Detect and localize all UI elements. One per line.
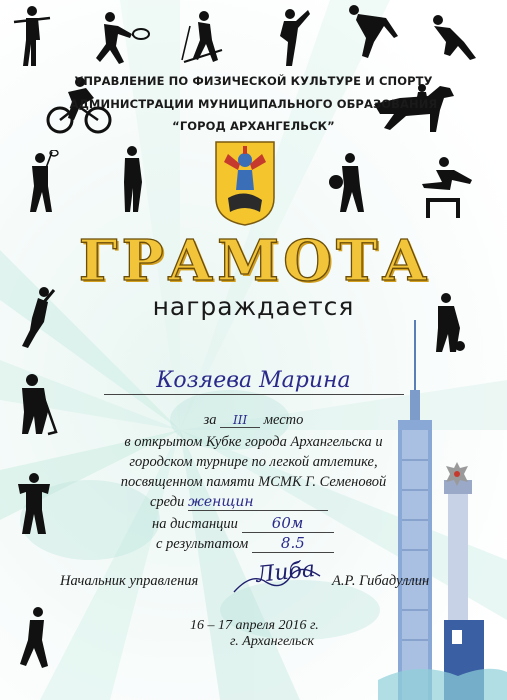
runner-silhouette-icon	[116, 144, 148, 214]
header-line-2: АДМИНИСТРАЦИИ МУНИЦИПАЛЬНОГО ОБРАЗОВАНИЯ	[69, 97, 438, 111]
signature-position: Начальник управления	[60, 573, 199, 589]
result-label: с результатом	[156, 536, 249, 552]
hurdler-silhouette-icon	[414, 154, 474, 220]
coat-of-arms-icon	[214, 140, 276, 226]
place-row	[0, 412, 507, 429]
skater-silhouette-icon	[424, 12, 480, 64]
badminton-silhouette-icon	[18, 150, 60, 216]
signature-stroke	[232, 562, 322, 596]
description-line-1: в открытом Кубке города Архангельска и	[124, 434, 383, 450]
result-row	[156, 534, 334, 553]
recipient-name: Козяева Марина	[104, 368, 404, 395]
signature-name: А.Р. Гибадуллин	[332, 573, 430, 589]
distance-label: на дистанции	[152, 516, 238, 532]
description-line-2: городском турнире по легкой атлетике,	[129, 454, 378, 470]
basketball-silhouette-icon	[326, 150, 372, 216]
volleyball-silhouette-icon	[14, 284, 58, 350]
place-value: III	[220, 413, 260, 428]
event-city: г. Архангельск	[230, 634, 315, 649]
distance-value: 60м	[242, 514, 334, 533]
biathlon-silhouette-icon	[12, 4, 52, 68]
header-line-1: УПРАВЛЕНИЕ ПО ФИЗИЧЕСКОЙ КУЛЬТУРЕ И СПОРТУ	[74, 74, 433, 88]
skier-silhouette-icon	[178, 10, 224, 66]
category-label: среди	[150, 494, 185, 510]
athlete-silhouette-icon	[12, 604, 54, 670]
tennis-player-silhouette-icon	[88, 10, 152, 66]
result-value: 8.5	[252, 534, 334, 553]
recipient-row	[0, 368, 507, 395]
description-line-3: посвященном памяти МСМК Г. Семеновой	[120, 474, 387, 490]
awarded-label: награждается	[152, 292, 355, 321]
high-jump-silhouette-icon	[344, 2, 400, 60]
certificate-title: ГРАМОТА	[78, 228, 432, 294]
place-suffix: место	[263, 412, 304, 428]
category-row	[150, 494, 328, 511]
header-line-3: “ГОРОД АРХАНГЕЛЬСК”	[172, 119, 335, 133]
category-value: женщин	[188, 494, 328, 511]
event-date: 16 – 17 апреля 2016 г.	[190, 618, 319, 633]
place-prefix: за	[203, 412, 217, 428]
distance-row	[152, 514, 334, 533]
karate-silhouette-icon	[268, 6, 310, 68]
signature-handwriting: Либа	[254, 556, 317, 589]
